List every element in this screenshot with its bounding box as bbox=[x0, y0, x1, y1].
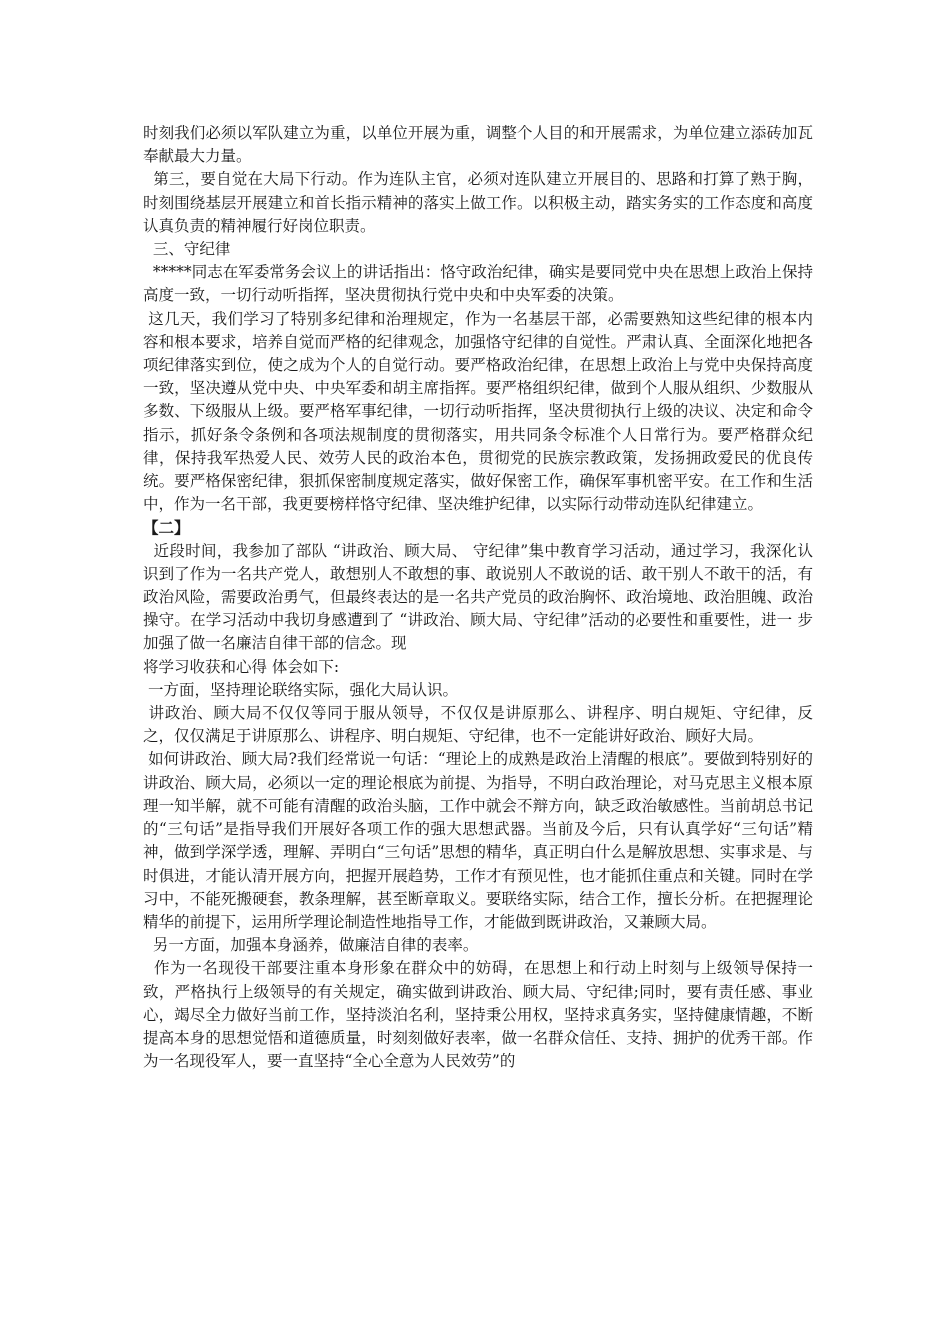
section-heading-2: 【二】 bbox=[143, 518, 190, 538]
paragraph-11: 如何讲政治、顾大局?我们经常说一句话：“理论上的成熟是政治上清醒的根底”。要做到特别好的讲政治、顾大局，必须以一定的理论根底为前提、为指导，不明白政治理论，对马克思主义根本原理一知半解，就不可能有清醒的政治头脑，工作中就会不辩方向，缺乏政治敏感性。当前胡总书记的“三句话”是指导我们开展好各项工作的强大思想武器。当前及今后，只有认真学好“三句话”精神，做到学深学透，理解、弄明白“三句话”思想的精华，真正明白什么是解放思想、实事求是、与时俱进，才能认清开展方向，把握开展趋势，工作才有预见性，也才能抓住重点和关键。同时在学习中，不能死搬硬套，教条理解，甚至断章取义。要联络实际，结合工作，擅长分析。在把握理论精华的前提下，运用所学理论制造性地指导工作，才能做到既讲政治，又兼顾大局。 bbox=[143, 750, 813, 931]
paragraph-13: 作为一名现役干部要注重本身形象在群众中的妨碍，在思想上和行动上时刻与上级领导保持一致，严格执行上级领导的有关规定，确实做到讲政治、顾大局、守纪律;同时，要有责任感、事业心，竭尽全力做好当前工作，坚持淡泊名利，坚持秉公用权，坚持求真务实，坚持健康情趣，不断提高本身的思想觉悟和道德质量，时刻刻做好表率，做一名群众信任、支持、拥护的优秀干部。作为一名现役军人，要一直坚持“全心全意为人民效劳”的 bbox=[143, 959, 813, 1071]
paragraph-1: 时刻我们必须以军队建立为重，以单位开展为重，调整个人目的和开展需求，为单位建立添砖加瓦奉献最大力量。 bbox=[143, 124, 813, 166]
paragraph-9: 一方面，坚持理论联络实际，强化大局认识。 bbox=[143, 680, 458, 699]
paragraph-5: 这几天，我们学习了特别多纪律和治理规定，作为一名基层干部，必需要熟知这些纪律的根本内容和根本要求，培养自觉而严格的纪律观念，加强恪守纪律的自觉性。严肃认真、全面深化地把各项纪律落实到位，使之成为个人的自觉行动。要严格政治纪律，在思想上政治上与党中央保持高度一致，坚决遵从党中央、中央军委和胡主席指挥。要严格组织纪律，做到个人服从组织、少数服从多数、下级服从上级。要严格军事纪律，一切行动听指挥，坚决贯彻执行上级的决议、决定和命令指示，抓好条令条例和各项法规制度的贯彻落实，用共同条令标准个人日常行为。要严格群众纪律，保持我军热爱人民、效劳人民的政治本色，贯彻党的民族宗教政策，发扬拥政爱民的优良传统。要严格保密纪律，狠抓保密制度规定落实，做好保密工作，确保军事机密平安。在工作和生活中，作为一名干部，我更要榜样恪守纪律、坚决维护纪律，以实际行动带动连队纪律建立。 bbox=[143, 309, 813, 514]
paragraph-4: *****同志在军委常务会议上的讲话指出：恪守政治纪律，确实是要同党中央在思想上政治上保持高度一致，一切行动听指挥，坚决贯彻执行党中央和中央军委的决策。 bbox=[143, 263, 813, 305]
paragraph-7: 近段时间，我参加了部队 “讲政治、顾大局、 守纪律”集中教育学习活动，通过学习，我深化认识到了作为一名共产党人，敢想别人不敢想的事、敢说别人不敢说的话、敢干别人不敢干的活，有政治风险，需要政治勇气，但最终表达的是一名共产党员的政治胸怀、政治境地、政治胆魄、政治操守。在学习活动中我切身感遭到了 “讲政治、顾大局、守纪律”活动的必要性和重要性，进一 步加强了做一名廉洁自律干部的信念。现 bbox=[143, 541, 813, 653]
document-page bbox=[143, 122, 813, 1073]
paragraph-12: 另一方面，加强本身涵养，做廉洁自律的表率。 bbox=[143, 936, 479, 955]
paragraph-8: 将学习收获和心得 体会如下: bbox=[143, 657, 340, 676]
paragraph-2: 第三，要自觉在大局下行动。作为连队主官，必须对连队建立开展目的、思路和打算了熟于胸，时刻围绕基层开展建立和首长指示精神的落实上做工作。以积极主动，踏实务实的工作态度和高度认真负责的精神履行好岗位职责。 bbox=[143, 170, 813, 235]
paragraph-10: 讲政治、顾大局不仅仅等同于服从领导，不仅仅是讲原那么、讲程序、明白规矩、守纪律，反之，仅仅满足于讲原那么、讲程序、明白规矩、守纪律，也不一定能讲好政治、顾好大局。 bbox=[143, 704, 813, 746]
section-heading-3: 三、守纪律 bbox=[143, 240, 231, 259]
